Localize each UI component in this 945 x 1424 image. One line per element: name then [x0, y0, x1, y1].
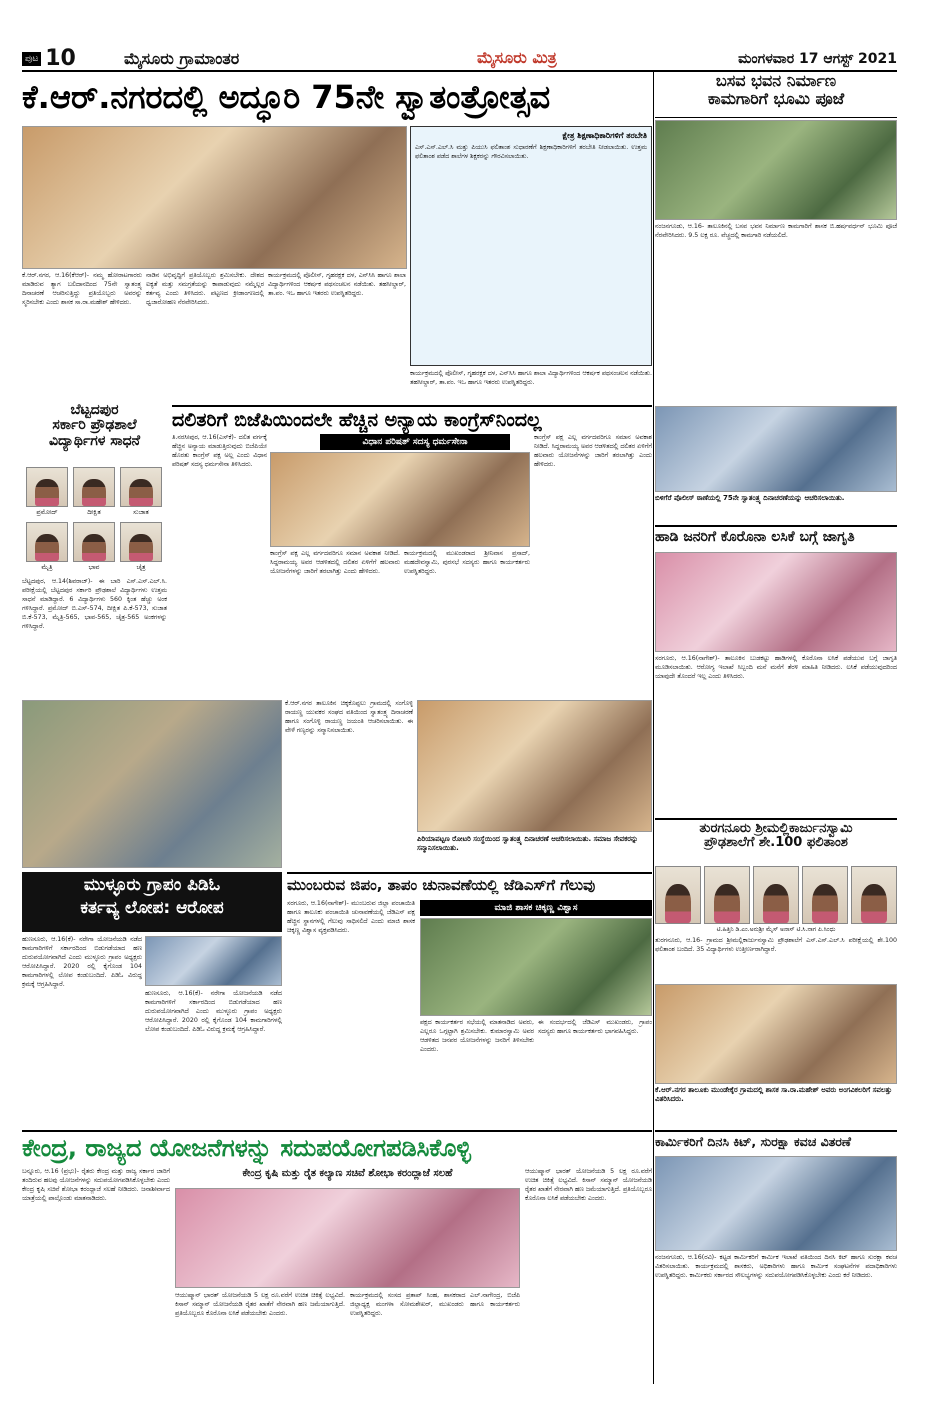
- bettadapura-portraits: [22, 467, 167, 575]
- portrait-4: [26, 522, 68, 562]
- turaganur-body: ತುರಗನೂರು, ಆ.16- ಗ್ರಾಮದ ಶ್ರೀಮಲ್ಲಿಕಾರ್ಜುನಸ್ವಾಮಿ ಪ್ರೌಢಶಾಲೆಗೆ ಎಸ್.ಎಸ್.ಎಲ್.ಸಿ ಪರೀಕ್ಷೆಯಲ್ಲಿ ಶೇ.100 ಫಲಿತಾಂಶ ಬಂದಿದೆ. 35 ವಿದ್ಯಾರ್ಥಿಗಳು ಉತ್ತೀರ್ಣರಾಗಿದ್ದಾರೆ.: [655, 937, 897, 953]
- portrait-name-3: ಸುಜಾತ: [133, 508, 149, 516]
- karmika-photo: [655, 1156, 897, 1251]
- karmika-body: ನಂಜನಗೂಡು, ಆ.16(ರವಿ)- ಕಟ್ಟಡ ಕಾರ್ಮಿಕರಿಗೆ ಕಾರ್ಮಿಕ ಇಲಾಖೆ ವತಿಯಿಂದ ದಿನಸಿ ಕಿಟ್ ಹಾಗೂ ಸುರಕ್ಷಾ ಕವಚ ವಿತರಿಸಲಾಯಿತು. ಕಾರ್ಯಕ್ರಮದಲ್ಲಿ ಶಾಸಕರು, ಅಧಿಕಾರಿಗಳು ಹಾಗೂ ಕಾರ್ಮಿಕ ಸಂಘಟನೆಗಳ ಪದಾಧಿಕಾರಿಗಳು ಉಪಸ್ಥಿತರಿದ್ದರು. ಕಾರ್ಮಿಕರು ಸರ್ಕಾರದ ಸೌಲಭ್ಯಗಳನ್ನು ಸದುಪಯೋಗಪಡಿಸಿಕೊಳ್ಳಬೇಕು ಎಂದು ಕರೆ ನೀಡಿದರು.: [655, 1254, 897, 1279]
- portrait-name-1: ಪ್ರಮೋದ್: [36, 508, 58, 516]
- issue-date: ಮಂಗಳವಾರ 17 ಆಗಸ್ಟ್ 2021: [738, 51, 897, 67]
- mullur-photo: [145, 936, 282, 986]
- corona-headline: ಹಾಡಿ ಜನರಿಗೆ ಕೊರೊನಾ ಲಸಿಕೆ ಬಗ್ಗೆ ಜಾಗೃತಿ: [655, 525, 897, 547]
- dalitha-headline: ದಲಿತರಿಗೆ ಬಿಜೆಪಿಯಿಂದಲೇ ಹೆಚ್ಚಿನ ಅನ್ಯಾಯ ಕಾಂಗ್ರೆಸ್‌ನಿಂದಲ್ಲ: [172, 405, 652, 431]
- portrait-name-4: ಮೈತ್ರಿ: [41, 563, 53, 571]
- page-header: [22, 46, 897, 72]
- corona-photo: [655, 552, 897, 652]
- training-highlight-box: [410, 126, 652, 366]
- portrait-6: [120, 522, 162, 562]
- bettadapura-header: [22, 403, 167, 465]
- turaganur-portrait-4: [802, 866, 848, 924]
- turaganur-photo: [655, 984, 897, 1084]
- turaganur-title2: ಪ್ರೌಢಶಾಲೆಗೆ ಶೇ.100 ಫಲಿತಾಂಶ: [704, 835, 848, 851]
- mumbaru-kicker: ಮಾಜಿ ಶಾಸಕ ಚಿಕ್ಕಣ್ಣ ವಿಶ್ವಾಸ: [420, 900, 652, 916]
- portrait-5: [73, 522, 115, 562]
- page-number: 10: [45, 46, 76, 71]
- dalitha-photo: [270, 452, 530, 547]
- lead-headline: ಕೆ.ಆರ್.ನಗರದಲ್ಲಿ ಅದ್ಧೂರಿ 75ನೇ ಸ್ವಾತಂತ್ರೋತ್ಸವ: [22, 78, 551, 116]
- turaganur-portraits: [655, 866, 897, 924]
- basava-photo: [655, 120, 897, 220]
- training-body: ಎಸ್.ಎಸ್.ಎಲ್.ಸಿ ಮತ್ತು ಪಿಯುಸಿ ಫಲಿತಾಂಶ ಸುಧಾರಣೆಗೆ ಶಿಕ್ಷಣಾಧಿಕಾರಿಗಳಿಗೆ ತರಬೇತಿ ನೀಡಲಾಯಿತು. ಉತ್ತಮ ಫಲಿತಾಂಶ ಪಡೆದ ಶಾಲೆಗಳ ಶಿಕ್ಷಕರನ್ನು ಗೌರವಿಸಲಾಯಿತು.: [415, 144, 647, 161]
- mid-photo-statue: [22, 700, 282, 868]
- lead-body-col1: ಕೆ.ಆರ್.ನಗರ, ಆ.16(ಕೆಆರ್)- ನಮ್ಮ ಹೋರಾಟಗಾರರು ಮಾಡಿರುವ ತ್ಯಾಗ ಬಲಿದಾನದಿಂದ 75ನೇ ಸ್ವಾತಂತ್ರ್ಯ ದಿನಾಚರಣೆ ಆಚರಿಸುತ್ತಿದ್ದು ಪ್ರತಿಯೊಬ್ಬರು ಅವರನ್ನು ಸ್ಮರಿಸಬೇಕು ಎಂದು ಶಾಸಕ ಸಾ.ರಾ.ಮಹೇಶ್ ಹೇಳಿದರು.: [22, 272, 142, 306]
- portrait-name-5: ಭಾವ: [88, 563, 100, 571]
- page-number-badge: [22, 46, 122, 72]
- kendra-headline: ಕೇಂದ್ರ, ರಾಜ್ಯದ ಯೋಜನೆಗಳನ್ನು ಸದುಪಯೋಗಪಡಿಸಿಕೊಳ್ಳಿ: [22, 1130, 652, 1164]
- mumbaru-body-col2: ಪಕ್ಷದ ಕಾರ್ಯಕರ್ತರ ಸಭೆಯಲ್ಲಿ ಮಾತನಾಡಿದ ಅವರು, ಎಲ್ಲರೂ ಒಗ್ಗಟ್ಟಾಗಿ ಶ್ರಮಿಸಬೇಕು. ಕುಮಾರಸ್ವಾಮಿ ಅವರ ಆಡಳಿತದ ಜನಪರ ಯೋಜನೆಗಳನ್ನು ಜನರಿಗೆ ತಿಳಿಸಬೇಕು ಎಂದರು.: [420, 1019, 534, 1053]
- mumbaru-photo: [420, 918, 652, 1016]
- masthead-logo: ಮೈಸೂರು ಮಿತ್ರ: [477, 48, 557, 67]
- dalitha-body-col2: ಕಾಂಗ್ರೆಸ್ ಪಕ್ಷ ಎಲ್ಲ ವರ್ಗದವರಿಗೂ ಸಮಾನ ಅವಕಾಶ ನೀಡಿದೆ. ಸಿದ್ದರಾಮಯ್ಯ ಅವರ ಆಡಳಿತದಲ್ಲಿ ದಲಿತರ ಏಳಿಗೆಗೆ ಹಲವಾರು ಯೋಜನೆಗಳನ್ನು ಜಾರಿಗೆ ತರಲಾಗಿತ್ತು ಎಂದು ಹೇಳಿದರು.: [270, 550, 400, 575]
- karmika-headline: ಕಾರ್ಮಿಕರಿಗೆ ದಿನಸಿ ಕಿಟ್, ಸುರಕ್ಷಾ ಕವಚ ವಿತರಣೆ: [655, 1130, 897, 1152]
- turaganur-title1: ತುರಗನೂರು ಶ್ರೀಮಲ್ಲಿಕಾರ್ಜುನಸ್ವಾಮಿ: [699, 821, 853, 836]
- mumbaru-body-col1: ಸರಗೂರು, ಆ.16(ನಾಗೇಶ್)- ಮುಂಬರುವ ಜಿಲ್ಲಾ ಪಂಚಾಯಿತಿ ಹಾಗೂ ತಾಲೂಕು ಪಂಚಾಯಿತಿ ಚುನಾವಣೆಯಲ್ಲಿ ಜೆಡಿಎಸ್ ಪಕ್ಷ ಹೆಚ್ಚಿನ ಸ್ಥಾನಗಳಲ್ಲಿ ಗೆಲುವು ಸಾಧಿಸಲಿದೆ ಎಂದು ಮಾಜಿ ಶಾಸಕ ಚಿಕ್ಕಣ್ಣ ವಿಶ್ವಾಸ ವ್ಯಕ್ತಪಡಿಸಿದರು.: [287, 900, 415, 934]
- turaganur-names: ಟಿ.ಹಿತ್ತಿನಿ ಡಿ.ಎಂ.ಅನುಶ್ರೀ ಮೈಸ್ ಅನಾಸ್ ಟಿ.ಸಿ.ನಾಗ ಪಿ.ಸಿಂಧು: [716, 926, 836, 933]
- police-caption: ಬಿಳಿಗೆರೆ ಪೊಲೀಸ್ ಠಾಣೆಯಲ್ಲಿ 75ನೇ ಸ್ವಾತಂತ್ರ್ಯ ದಿನಾಚರಣೆಯನ್ನು ಆಚರಿಸಲಾಯಿತು.: [655, 494, 845, 502]
- mullur-headline-line2: ಕರ್ತವ್ಯ ಲೋಪ: ಆರೋಪ: [80, 897, 224, 918]
- turaganur-caption: ಕೆ.ಆರ್.ನಗರ ತಾಲೂಕು ಮುಂಡೇಕ್ಕೆರ ಗ್ರಾಮದಲ್ಲಿ ಶಾಸಕ ಸಾ.ರಾ.ಮಹೇಶ್ ಅವರು ಅಂಗವಿಕಲರಿಗೆ ಸವಲತ್ತು ವಿತರಿಸಿದರು.: [655, 1086, 892, 1104]
- mullur-header: [22, 872, 282, 932]
- lead-body-col2: ನಾಡಿನ ಅಭಿವೃದ್ಧಿಗೆ ಪ್ರತಿಯೊಬ್ಬರು ಶ್ರಮಿಸಬೇಕು. ದೇಶದ ಐಕ್ಯತೆ ಮತ್ತು ಸಮಗ್ರತೆಯನ್ನು ಕಾಪಾಡುವುದು ನಮ್ಮೆಲ್ಲರ ಕರ್ತವ್ಯ ಎಂದು ತಿಳಿಸಿದರು. ಪಟ್ಟಣದ ಕ್ರೀಡಾಂಗಣದಲ್ಲಿ ಧ್ವಜಾರೋಹಣ ನೆರವೇರಿಸಿದರು.: [146, 272, 264, 306]
- bettadapura-title2: ಸರ್ಕಾರಿ ಪ್ರೌಢಶಾಲೆ: [52, 417, 137, 434]
- bettadapura-title3: ವಿದ್ಯಾರ್ಥಿಗಳ ಸಾಧನೆ: [48, 432, 141, 449]
- column-divider: [653, 72, 654, 1384]
- dalitha-body-col4: ಕಾಂಗ್ರೆಸ್ ಪಕ್ಷ ಎಲ್ಲ ವರ್ಗದವರಿಗೂ ಸಮಾನ ಅವಕಾಶ ನೀಡಿದೆ. ಸಿದ್ದರಾಮಯ್ಯ ಅವರ ಆಡಳಿತದಲ್ಲಿ ದಲಿತರ ಏಳಿಗೆಗೆ ಹಲವಾರು ಯೋಜನೆಗಳನ್ನು ಜಾರಿಗೆ ತರಲಾಗಿತ್ತು ಎಂದು ಹೇಳಿದರು.: [534, 434, 652, 468]
- turaganur-header: [655, 818, 897, 864]
- mullur-body-col1: ಹುಣಸೂರು, ಆ.16(ಕೆ)- ನರೇಗಾ ಯೋಜನೆಯಡಿ ನಡೆದ ಕಾಮಗಾರಿಗಳಿಗೆ ಸರ್ಕಾರದಿಂದ ಬಿಡುಗಡೆಯಾದ ಹಣ ದುರುಪಯೋಗವಾಗಿದೆ ಎಂದು ಮುಳ್ಳೂರು ಗ್ರಾಪಂ ಅಧ್ಯಕ್ಷರು ಆರೋಪಿಸಿದ್ದಾರೆ. 2020 ರಲ್ಲಿ ಕೈಗೊಂಡ 104 ಕಾಮಗಾರಿಗಳಲ್ಲಿ ಲೋಪ ಕಂಡುಬಂದಿದೆ. ಪಿಡಿಓ ವಿರುದ್ಧ ಕ್ರಮಕ್ಕೆ ಆಗ್ರಹಿಸಿದ್ದಾರೆ.: [22, 936, 142, 988]
- bettadapura-body: ಬೆಟ್ಟದಪುರ, ಆ.14(ಶಿವರಾಜ್)- ಈ ಬಾರಿ ಎಸ್.ಎಸ್.ಎಲ್.ಸಿ. ಪರೀಕ್ಷೆಯಲ್ಲಿ ಬೆಟ್ಟದಪುರ ಸರ್ಕಾರಿ ಪ್ರೌಢಶಾಲೆ ವಿದ್ಯಾರ್ಥಿಗಳು ಉತ್ತಮ ಸಾಧನೆ ಮಾಡಿದ್ದಾರೆ. 6 ವಿದ್ಯಾರ್ಥಿಗಳು 560 ಕ್ಕಿಂತ ಹೆಚ್ಚು ಅಂಕ ಗಳಿಸಿದ್ದಾರೆ. ಪ್ರಮೋದ್ ಬಿ.ಎಸ್-574, ದೀಕ್ಷಿತ ಪಿ.ಕೆ-573, ಸುಜಾತ ಬಿ.ಕೆ-573, ಮೈತ್ರಿ-565, ಭಾವ-565, ಚೈತ್ರ-565 ಅಂಕಗಳನ್ನು ಗಳಿಸಿದ್ದಾರೆ.: [22, 578, 167, 630]
- lead-photo-parade: [22, 126, 407, 269]
- mid-caption: ಪಿರಿಯಾಪಟ್ಟಣ ರೋಟರಿ ಸಂಸ್ಥೆಯಿಂದ ಸ್ವಾತಂತ್ರ್ಯ ದಿನಾಚರಣೆ ಆಚರಿಸಲಾಯಿತು. ಸಮಾಜ ಸೇವಕರನ್ನು ಸನ್ಮಾನಿಸಲಾಯಿತು.: [417, 835, 638, 853]
- dalitha-kicker: ವಿಧಾನ ಪರಿಷತ್ ಸದಸ್ಯ ಧರ್ಮಸೇನಾ: [320, 434, 510, 450]
- kendra-body-col4: ಆಯುಷ್ಮಾನ್ ಭಾರತ್ ಯೋಜನೆಯಡಿ 5 ಲಕ್ಷ ರೂ.ವರೆಗೆ ಉಚಿತ ಚಿಕಿತ್ಸೆ ಲಭ್ಯವಿದೆ. ಕಿಸಾನ್ ಸಮ್ಮಾನ್ ಯೋಜನೆಯಡಿ ರೈತರ ಖಾತೆಗೆ ನೇರವಾಗಿ ಹಣ ಜಮೆಯಾಗುತ್ತಿದೆ. ಪ್ರತಿಯೊಬ್ಬರೂ ಕೊರೊನಾ ಲಸಿಕೆ ಪಡೆಯಬೇಕು ಎಂದರು.: [525, 1168, 652, 1202]
- portrait-name-2: ದೀಕ್ಷಿತ: [87, 508, 101, 516]
- mumbaru-body-col3: ಈ ಸಂದರ್ಭದಲ್ಲಿ ಜೆಡಿಎಸ್ ಮುಖಂಡರು, ಗ್ರಾಪಂ ಸದಸ್ಯರು ಹಾಗೂ ಕಾರ್ಯಕರ್ತರು ಭಾಗವಹಿಸಿದ್ದರು.: [538, 1019, 652, 1035]
- training-title: ಕ್ಷೇತ್ರ ಶಿಕ್ಷಣಾಧಿಕಾರಿಗಳಿಗೆ ತರಬೇತಿ: [562, 131, 647, 140]
- dalitha-body-col3: ಕಾರ್ಯಕ್ರಮದಲ್ಲಿ ಮುಖಂಡರಾದ ಶ್ರೀನಿವಾಸ ಪ್ರಸಾದ್, ಮಹದೇವಸ್ವಾಮಿ, ಪುರಸಭೆ ಸದಸ್ಯರು ಹಾಗೂ ಕಾರ್ಯಕರ್ತರು ಉಪಸ್ಥಿತರಿದ್ದರು.: [404, 550, 530, 575]
- kendra-body-col3: ಕಾರ್ಯಕ್ರಮದಲ್ಲಿ ಸಂಸದ ಪ್ರತಾಪ್ ಸಿಂಹ, ಶಾಸಕರಾದ ಎಲ್.ನಾಗೇಂದ್ರ, ಬಿಜೆಪಿ ಜಿಲ್ಲಾಧ್ಯಕ್ಷ ಮಂಗಳಾ ಸೋಮಶೇಖರ್, ಮುಖಂಡರು ಹಾಗೂ ಕಾರ್ಯಕರ್ತರು ಉಪಸ್ಥಿತರಿದ್ದರು.: [350, 1292, 520, 1317]
- basava-headline-line1: ಬಸವ ಭವನ ನಿರ್ಮಾಣ: [715, 71, 837, 90]
- portrait-1: [26, 467, 68, 507]
- kendra-body-col1: ಬನ್ನೂರು, ಆ.16 (ಪ್ರಭು)- ರೈತರು ಕೇಂದ್ರ ಮತ್ತು ರಾಜ್ಯ ಸರ್ಕಾರ ಜಾರಿಗೆ ತಂದಿರುವ ಹಲವು ಯೋಜನೆಗಳನ್ನು ಸದುಪಯೋಗಪಡಿಸಿಕೊಳ್ಳಬೇಕು ಎಂದು ಕೇಂದ್ರ ಕೃಷಿ ಸಚಿವೆ ಶೋಭಾ ಕರಂದ್ಲಾಜೆ ಸಲಹೆ ನೀಡಿದರು. ಜನಾಶೀರ್ವಾದ ಯಾತ್ರೆಯಲ್ಲಿ ಪಾಲ್ಗೊಂಡು ಮಾತನಾಡಿದರು.: [22, 1168, 170, 1202]
- turaganur-portrait-3: [753, 866, 799, 924]
- turaganur-portrait-1: [655, 866, 701, 924]
- corona-body: ಸರಗೂರು, ಆ.16(ನಾಗೇಶ್)- ತಾಲೂಕಿನ ಬುಡಕಟ್ಟು ಹಾಡಿಗಳಲ್ಲಿ ಕೊರೊನಾ ಲಸಿಕೆ ಪಡೆಯುವ ಬಗ್ಗೆ ಜಾಗೃತಿ ಮೂಡಿಸಲಾಯಿತು. ಆರೋಗ್ಯ ಇಲಾಖೆ ಸಿಬ್ಬಂದಿ ಮನೆ ಮನೆಗೆ ತೆರಳಿ ಮಾಹಿತಿ ನೀಡಿದರು. ಲಸಿಕೆ ಪಡೆಯುವುದರಿಂದ ಯಾವುದೇ ತೊಂದರೆ ಇಲ್ಲ ಎಂದು ತಿಳಿಸಿದರು.: [655, 655, 897, 680]
- mullur-body-col2: ಹುಣಸೂರು, ಆ.16(ಕೆ)- ನರೇಗಾ ಯೋಜನೆಯಡಿ ನಡೆದ ಕಾಮಗಾರಿಗಳಿಗೆ ಸರ್ಕಾರದಿಂದ ಬಿಡುಗಡೆಯಾದ ಹಣ ದುರುಪಯೋಗವಾಗಿದೆ ಎಂದು ಮುಳ್ಳೂರು ಗ್ರಾಪಂ ಅಧ್ಯಕ್ಷರು ಆರೋಪಿಸಿದ್ದಾರೆ. 2020 ರಲ್ಲಿ ಕೈಗೊಂಡ 104 ಕಾಮಗಾರಿಗಳಲ್ಲಿ ಲೋಪ ಕಂಡುಬಂದಿದೆ. ಪಿಡಿಓ ವಿರುದ್ಧ ಕ್ರಮಕ್ಕೆ ಆಗ್ರಹಿಸಿದ್ದಾರೆ.: [145, 990, 282, 1033]
- portrait-3: [120, 467, 162, 507]
- bettadapura-title1: ಬೆಟ್ಟದಪುರ: [70, 402, 119, 418]
- section-title: ಮೈಸೂರು ಗ್ರಾಮಾಂತರ: [124, 49, 240, 68]
- dalitha-body-col1: ತಿ.ನರಸೀಪುರ, ಆ.16(ಎಸ್‌ಕೆ)- ದಲಿತ ವರ್ಗಕ್ಕೆ ಹೆಚ್ಚಿನ ಅನ್ಯಾಯ ಮಾಡುತ್ತಿರುವುದು ಬಿಜೆಪಿಯೇ ಹೊರತು ಕಾಂಗ್ರೆಸ್ ಪಕ್ಷ ಅಲ್ಲ ಎಂದು ವಿಧಾನ ಪರಿಷತ್ ಸದಸ್ಯ ಧರ್ಮಸೇನಾ ತಿಳಿಸಿದರು.: [172, 434, 267, 468]
- mid-body: ಕೆ.ಆರ್.ನಗರ ತಾಲೂಕಿನ ಚಿಕ್ಕಕೊಪ್ಪಲು ಗ್ರಾಮದಲ್ಲಿ ಸಂಗೊಳ್ಳಿ ರಾಯಣ್ಣ ಯುವಕರ ಸಂಘದ ವತಿಯಿಂದ ಸ್ವಾತಂತ್ರ್ಯ ದಿನಾಚರಣೆ ಹಾಗೂ ಸಂಗೊಳ್ಳಿ ರಾಯಣ್ಣ ಜಯಂತಿ ಆಚರಿಸಲಾಯಿತು. ಈ ವೇಳೆ ಗಣ್ಯರನ್ನು ಸನ್ಮಾನಿಸಲಾಯಿತು.: [285, 700, 413, 734]
- turaganur-portrait-5: [851, 866, 897, 924]
- portrait-name-6: ಚೈತ್ರ: [136, 563, 146, 571]
- mid-photo-rotary: [417, 700, 652, 832]
- page-tag: ಪುಟ: [22, 52, 41, 66]
- lead-body-continued: ಕಾರ್ಯಕ್ರಮದಲ್ಲಿ ಪೊಲೀಸ್, ಗೃಹರಕ್ಷಕ ದಳ, ಎನ್‌ಸಿಸಿ ಹಾಗೂ ಶಾಲಾ ವಿದ್ಯಾರ್ಥಿಗಳಿಂದ ಆಕರ್ಷಕ ಪಥಸಂಚಲನ ನಡೆಯಿತು. ತಹಸೀಲ್ದಾರ್, ತಾ.ಪಂ. ಇಒ ಹಾಗೂ ಇತರರು ಉಪಸ್ಥಿತರಿದ್ದರು.: [410, 370, 652, 386]
- mullur-headline-line1: ಮುಳ್ಳೂರು ಗ್ರಾಪಂ ಪಿಡಿಓ: [83, 875, 221, 895]
- mumbaru-headline: ಮುಂಬರುವ ಜಿಪಂ, ತಾಪಂ ಚುನಾವಣೆಯಲ್ಲಿ ಜೆಡಿಎಸ್‌ಗೆ ಗೆಲುವು: [287, 872, 652, 896]
- basava-body: ನಂಜನಗೂಡು, ಆ.16- ತಾಲೂಕಿನಲ್ಲಿ ಬಸವ ಭವನ ನಿರ್ಮಾಣ ಕಾಮಗಾರಿಗೆ ಶಾಸಕ ಬಿ.ಹರ್ಷವರ್ಧನ್ ಭೂಮಿ ಪೂಜೆ ನೆರವೇರಿಸಿದರು. 9.5 ಲಕ್ಷ ರೂ. ವೆಚ್ಚದಲ್ಲಿ ಕಾಮಗಾರಿ ನಡೆಯಲಿದೆ.: [655, 223, 897, 239]
- turaganur-portrait-2: [704, 866, 750, 924]
- kendra-photo: [175, 1188, 520, 1288]
- kendra-kicker: ಕೇಂದ್ರ ಕೃಷಿ ಮತ್ತು ರೈತ ಕಲ್ಯಾಣ ಸಚಿವೆ ಶೋಭಾ ಕರಂದ್ಲಾಜೆ ಸಲಹೆ: [242, 1168, 453, 1179]
- basava-header: [655, 72, 897, 118]
- basava-headline-line2: ಕಾಮಗಾರಿಗೆ ಭೂಮಿ ಪೂಜೆ: [707, 88, 845, 108]
- kendra-body-col2: ಆಯುಷ್ಮಾನ್ ಭಾರತ್ ಯೋಜನೆಯಡಿ 5 ಲಕ್ಷ ರೂ.ವರೆಗೆ ಉಚಿತ ಚಿಕಿತ್ಸೆ ಲಭ್ಯವಿದೆ. ಕಿಸಾನ್ ಸಮ್ಮಾನ್ ಯೋಜನೆಯಡಿ ರೈತರ ಖಾತೆಗೆ ನೇರವಾಗಿ ಹಣ ಜಮೆಯಾಗುತ್ತಿದೆ. ಪ್ರತಿಯೊಬ್ಬರೂ ಕೊರೊನಾ ಲಸಿಕೆ ಪಡೆಯಬೇಕು ಎಂದರು.: [175, 1292, 345, 1317]
- police-photo: [655, 406, 897, 492]
- lead-body-col3: ಕಾರ್ಯಕ್ರಮದಲ್ಲಿ ಪೊಲೀಸ್, ಗೃಹರಕ್ಷಕ ದಳ, ಎನ್‌ಸಿಸಿ ಹಾಗೂ ಶಾಲಾ ವಿದ್ಯಾರ್ಥಿಗಳಿಂದ ಆಕರ್ಷಕ ಪಥಸಂಚಲನ ನಡೆಯಿತು. ತಹಸೀಲ್ದಾರ್, ತಾ.ಪಂ. ಇಒ ಹಾಗೂ ಇತರರು ಉಪಸ್ಥಿತರಿದ್ದರು.: [268, 272, 406, 297]
- portrait-2: [73, 467, 115, 507]
